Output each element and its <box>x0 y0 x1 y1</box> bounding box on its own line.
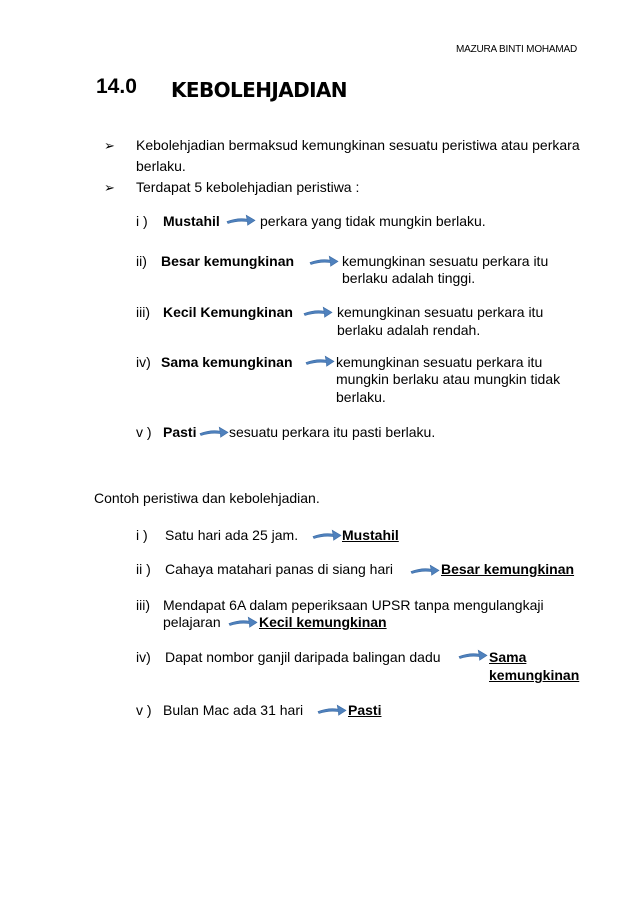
list-number: i ) <box>136 213 148 229</box>
example-answer: Besar kemungkinan <box>441 561 575 577</box>
right-arrow-icon <box>458 648 488 662</box>
term-description: berlaku adalah tinggi. <box>342 270 476 286</box>
right-arrow-icon <box>303 305 333 319</box>
term: Besar kemungkinan <box>161 253 295 269</box>
example-answer: Kecil kemungkinan <box>259 614 387 630</box>
term-description: kemungkinan sesuatu perkara itu <box>337 304 544 320</box>
list-number: ii ) <box>136 561 151 577</box>
author-name: MAZURA BINTI MOHAMAD <box>456 44 578 55</box>
example-text: Bulan Mac ada 31 hari <box>163 702 304 718</box>
example-answer: Pasti <box>348 702 382 718</box>
term: Sama kemungkinan <box>161 354 293 370</box>
term: Mustahil <box>163 213 220 229</box>
example-text: Satu hari ada 25 jam. <box>165 527 299 543</box>
right-arrow-icon <box>228 615 258 629</box>
examples-heading: Contoh peristiwa dan kebolehjadian. <box>94 490 320 506</box>
list-number: ii) <box>136 253 147 269</box>
term-description: kemungkinan sesuatu perkara itu <box>342 253 549 269</box>
term-description: berlaku adalah rendah. <box>337 322 481 338</box>
term-description: perkara yang tidak mungkin berlaku. <box>260 213 486 229</box>
example-answer: Mustahil <box>342 527 399 543</box>
section-number: 14.0 <box>96 75 137 98</box>
bullet-text: berlaku. <box>136 158 186 174</box>
example-text: Dapat nombor ganjil daripada balingan dadu <box>165 649 441 665</box>
arrowhead-bullet-icon: ➢ <box>104 180 115 195</box>
right-arrow-icon <box>410 563 440 577</box>
list-number: iv) <box>136 354 151 370</box>
right-arrow-icon <box>312 528 342 542</box>
example-answer: Sama <box>489 649 527 665</box>
arrowhead-bullet-icon: ➢ <box>104 138 115 153</box>
right-arrow-icon <box>199 425 229 439</box>
term: Pasti <box>163 424 197 440</box>
list-number: iv) <box>136 649 151 665</box>
section-title: KEBOLEHJADIAN <box>171 78 347 102</box>
example-text: pelajaran <box>163 614 221 630</box>
list-number: iii) <box>136 597 150 613</box>
right-arrow-icon <box>309 254 339 268</box>
term: Kecil Kemungkinan <box>163 304 293 320</box>
list-number: iii) <box>136 304 150 320</box>
term-description: berlaku. <box>336 389 386 405</box>
term-description: mungkin berlaku atau mungkin tidak <box>336 371 561 387</box>
term-description: kemungkinan sesuatu perkara itu <box>336 354 543 370</box>
example-answer: kemungkinan <box>489 667 580 683</box>
example-text: Cahaya matahari panas di siang hari <box>165 561 394 577</box>
list-number: i ) <box>136 527 148 543</box>
right-arrow-icon <box>305 354 335 368</box>
bullet-text: Kebolehjadian bermaksud kemungkinan sesuatu peristiwa atau perkara <box>136 137 580 153</box>
bullet-text: Terdapat 5 kebolehjadian peristiwa : <box>136 179 360 195</box>
list-number: v ) <box>136 424 152 440</box>
term-description: sesuatu perkara itu pasti berlaku. <box>229 424 436 440</box>
list-number: v ) <box>136 702 152 718</box>
example-text: Mendapat 6A dalam peperiksaan UPSR tanpa mengulangkaji <box>163 597 544 613</box>
right-arrow-icon <box>317 703 347 717</box>
right-arrow-icon <box>226 213 256 227</box>
